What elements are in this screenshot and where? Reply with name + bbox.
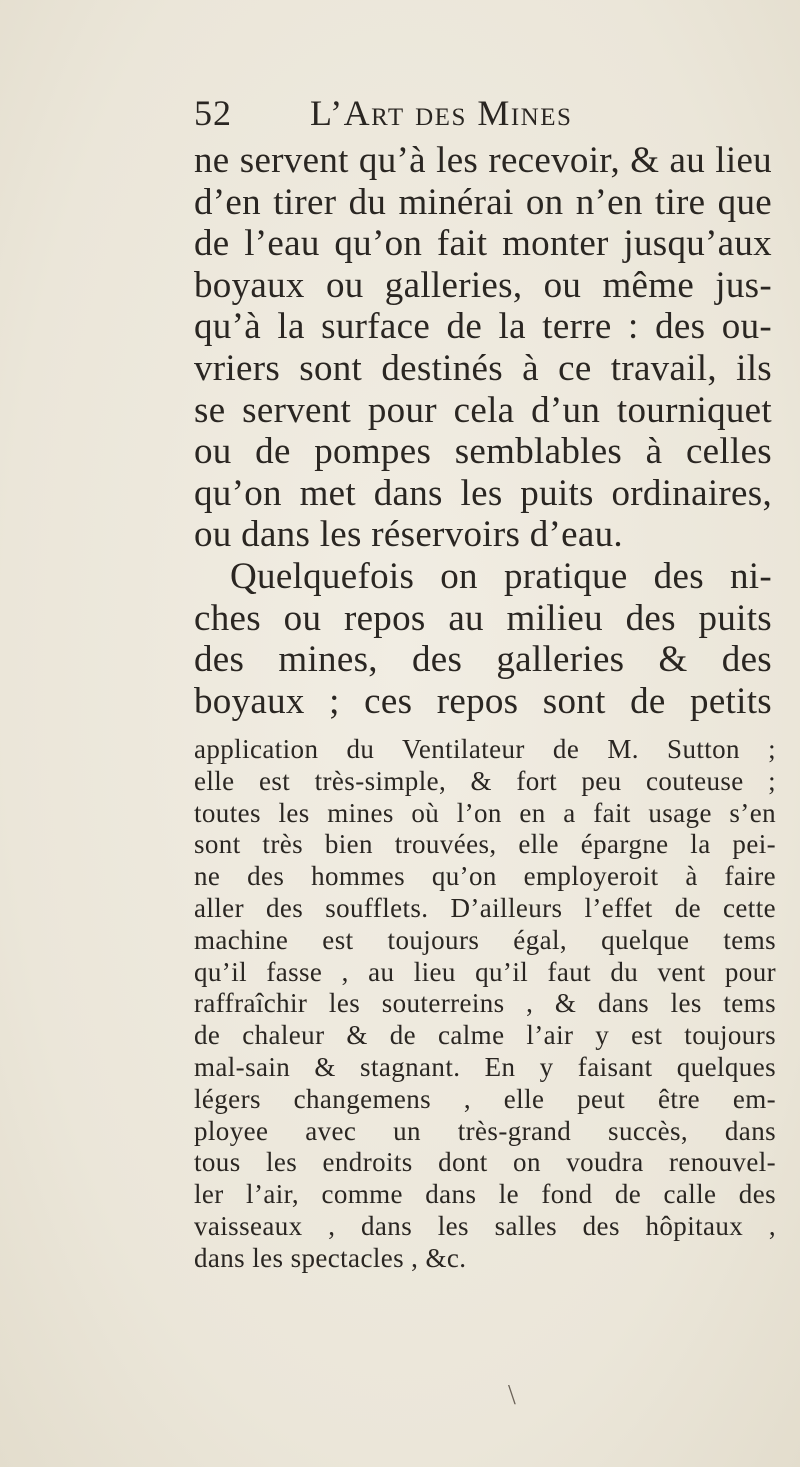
footnote-line: ployee avec un très-grand succès, dans bbox=[194, 1115, 776, 1146]
footnote-block bbox=[194, 734, 776, 1275]
footnote-line: mal-sain & stagnant. En y faisant quelques bbox=[194, 1051, 776, 1082]
main-text-line: ou dans les réservoirs d’eau. bbox=[194, 514, 623, 556]
page-header bbox=[194, 92, 634, 140]
stray-pen-mark: \ bbox=[508, 1380, 516, 1411]
footnote-line: sont très bien trouvées, elle épargne la pei- bbox=[194, 829, 776, 860]
main-text-line: de l’eau qu’on fait monter jusqu’aux bbox=[194, 223, 772, 265]
main-text-line: des mines, des galleries & des bbox=[194, 639, 772, 681]
main-text-line: ne servent qu’à les recevoir, & au lieu bbox=[194, 140, 772, 181]
footnote-line: toutes les mines où l’on en a fait usage s’en bbox=[194, 797, 776, 828]
footnote-line: qu’il fasse , au lieu qu’il faut du vent pour bbox=[194, 956, 776, 987]
main-text-line: vriers sont destinés à ce travail, ils bbox=[194, 347, 772, 389]
main-text-line: ou de pompes semblables à celles bbox=[194, 431, 772, 473]
footnote-line: de chaleur & de calme l’air y est toujours bbox=[194, 1020, 776, 1051]
footnote-line: aller des soufflets. D’ailleurs l’effet de cette bbox=[194, 892, 776, 923]
footnote-line: vaisseaux , dans les salles des hôpitaux , bbox=[194, 1210, 776, 1241]
footnote-line: raffraîchir les souterreins , & dans les tems bbox=[194, 988, 776, 1019]
main-text-line: boyaux ; ces repos sont de petits bbox=[194, 680, 772, 722]
page-number: 52 bbox=[194, 93, 232, 133]
footnote-line: ne des hommes qu’on employeroit à faire bbox=[194, 861, 776, 892]
footnote-line: tous les endroits dont on voudra renouvel- bbox=[194, 1147, 776, 1178]
footnote-line: application du Ventilateur de M. Sutton ; bbox=[194, 734, 776, 764]
footnote-line: machine est toujours égal, quelque tems bbox=[194, 924, 776, 955]
main-text-line: qu’on met dans les puits ordinaires, bbox=[194, 472, 772, 514]
main-text-line: boyaux ou galleries, ou même jus- bbox=[194, 264, 772, 306]
main-text-line: qu’à la surface de la terre : des ou- bbox=[194, 306, 772, 348]
running-title: L’Art des Mines bbox=[310, 93, 573, 133]
footnote-line: légers changemens , elle peut être em- bbox=[194, 1083, 776, 1114]
main-text-line: d’en tirer du minérai on n’en tire que bbox=[194, 181, 772, 223]
main-text-block bbox=[194, 140, 772, 722]
footnote-line: ler l’air, comme dans le fond de calle des bbox=[194, 1179, 776, 1210]
footnote-line: elle est très-simple, & fort peu couteuse ; bbox=[194, 765, 776, 796]
footnote-line: dans les spectacles , &c. bbox=[194, 1242, 467, 1273]
main-text-line: Quelquefois on pratique des ni- bbox=[230, 555, 772, 597]
main-text-line: ches ou repos au milieu des puits bbox=[194, 597, 772, 639]
main-text-line: se servent pour cela d’un tourniquet bbox=[194, 389, 772, 431]
